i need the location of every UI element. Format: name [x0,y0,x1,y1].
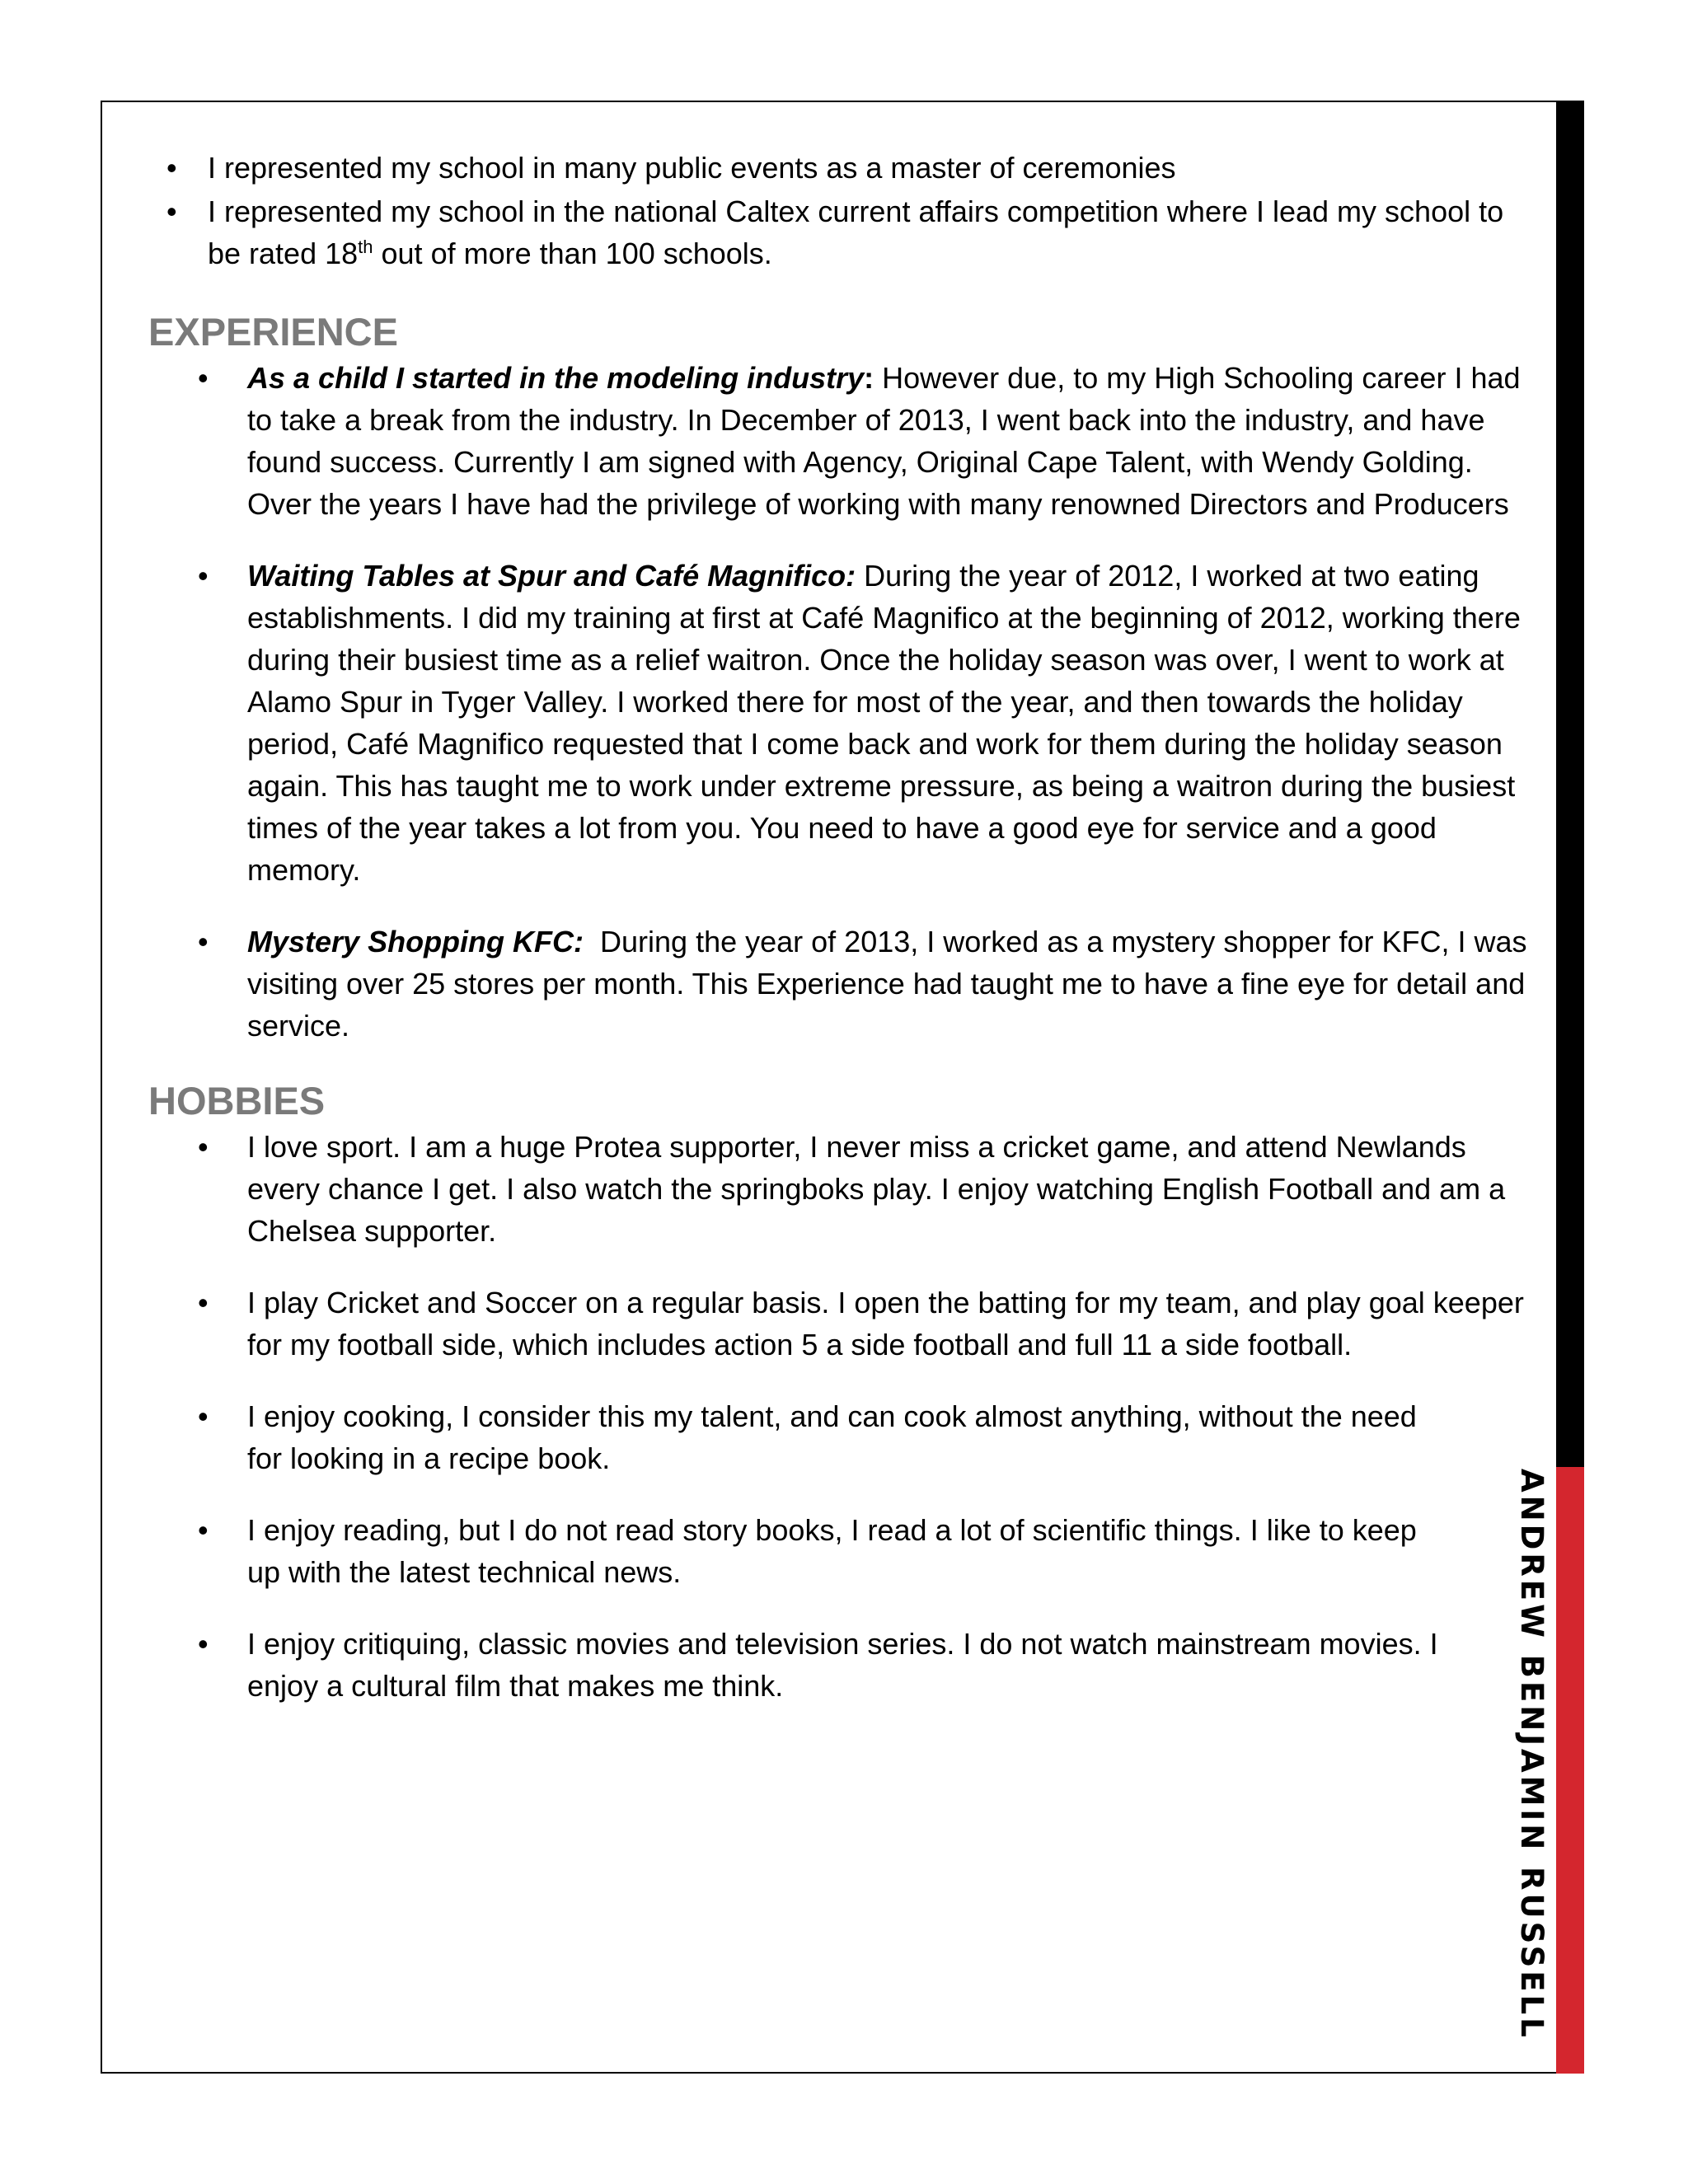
resume-content [148,147,1541,1736]
list-item-text: I represented my school in the national Caltex current affairs competition where I lead my school to be rated 18 [208,194,1504,270]
hobbies-heading: HOBBIES [148,1079,326,1122]
hobby-item [148,1509,1541,1593]
experience-item-text: However due, to my High Schooling career I had to take a break from the industry. In December of 2013, I went back into the industry, and have found success. Currently I am signed with Agency, Original Cape Talent, with Wendy Golding. Over the years I have had the privilege of working with many renowned Directors and Producers [247,361,1521,521]
experience-item-title: Waiting Tables at Spur and Café Magnifico: [247,559,856,593]
experience-item [148,357,1541,525]
title-separator: : [864,361,874,395]
hobby-item-text: I enjoy cooking, I consider this my talent, and can cook almost anything, without the need for looking in a recipe book. [247,1399,1417,1475]
experience-item [148,555,1541,891]
experience-item-text: During the year of 2013, I worked as a mystery shopper for KFC, I was visiting over 25 stores per month. This Experience had taught me to have a fine eye for detail and service. [247,925,1536,1043]
experience-item-text: During the year of 2012, I worked at two eating establishments. I did my training at first at Café Magnifico at the beginning of 2012, working there during their busiest time as a relief waitron. Once the holiday season was over, I went to work at Alamo Spur in Tyger Valley. I worked there for most of the year, and then towards the holiday period, Café Magnifico requested that I come back and work for them during the holiday season again. This has taught me to work under extreme pressure, as being a waitron during the busiest times of the year takes a lot from you. You need to have a good eye for service and a good memory. [247,559,1521,887]
side-bar-red [1556,1467,1584,2074]
hobby-item-text: I enjoy reading, but I do not read story books, I read a lot of scientific things. I like to keep up with the latest technical news. [247,1513,1417,1589]
hobbies-list [148,1126,1541,1707]
experience-item [148,921,1541,1047]
side-bar-black [1556,101,1584,1467]
achievements-list [148,147,1541,274]
experience-item-title: Mystery Shopping KFC: [247,925,584,958]
list-item [148,147,1541,189]
ordinal-suffix: th [358,237,373,257]
hobby-item-text: I love sport. I am a huge Protea supporter, I never miss a cricket game, and attend Newlands every chance I get. I also watch the springboks play. I enjoy watching English Football and am a Chelsea supporter. [247,1130,1506,1248]
hobby-item-text: I play Cricket and Soccer on a regular basis. I open the batting for my team, and play goal keeper for my football side, which includes action 5 a side football and full 11 a side football. [247,1286,1524,1361]
list-item-text: I represented my school in many public events as a master of ceremonies [208,151,1176,185]
list-item [148,190,1541,274]
hobby-item [148,1395,1541,1479]
experience-heading: EXPERIENCE [148,310,398,354]
experience-list [148,357,1541,1047]
hobby-item-text: I enjoy critiquing, classic movies and television series. I do not watch mainstream movies. I enjoy a cultural film that makes me think. [247,1627,1438,1703]
hobby-item [148,1282,1541,1366]
hobby-item [148,1126,1541,1252]
list-item-text-end: out of more than 100 schools. [373,237,772,270]
side-name: ANDREW BENJAMIN RUSSELL [1514,1469,1550,2041]
experience-item-title: As a child I started in the modeling industry [247,361,865,395]
hobby-item [148,1623,1541,1707]
